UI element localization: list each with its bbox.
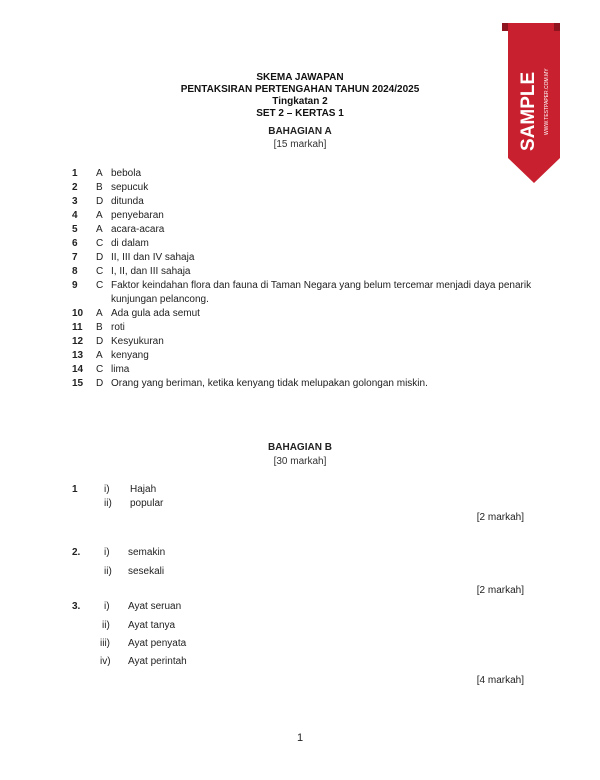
header-line-2: PENTAKSIRAN PERTENGAHAN TAHUN 2024/2025 bbox=[180, 84, 420, 95]
answer-letter: A bbox=[96, 308, 103, 319]
sub-answer: Ayat perintah bbox=[128, 656, 187, 667]
sub-label: i) bbox=[104, 601, 110, 612]
answer-text: Faktor keindahan flora dan fauna di Taman Negara yang belum tercemar menjadi daya penarik kunjungan pelancong. bbox=[111, 280, 532, 305]
answer-text: I, II, dan III sahaja bbox=[111, 266, 191, 277]
sub-label: iii) bbox=[100, 638, 110, 649]
answer-letter: D bbox=[96, 196, 104, 207]
answer-number: 14 bbox=[72, 364, 84, 375]
sub-label: ii) bbox=[104, 498, 112, 509]
answer-number: 2 bbox=[72, 182, 78, 193]
answer-letter: C bbox=[96, 238, 104, 249]
answer-letter: A bbox=[96, 168, 103, 179]
answer-row bbox=[72, 349, 542, 363]
answer-letter: C bbox=[96, 266, 104, 277]
answer-text: kenyang bbox=[111, 350, 149, 361]
answer-letter: D bbox=[96, 252, 104, 263]
answer-number: 3 bbox=[72, 196, 78, 207]
sub-label: iv) bbox=[100, 656, 111, 667]
question-marks: [2 markah] bbox=[476, 585, 524, 596]
answer-letter: A bbox=[96, 350, 103, 361]
question-number: 1 bbox=[72, 484, 78, 495]
header-line-4: SET 2 – KERTAS 1 bbox=[256, 108, 344, 119]
answer-letter: B bbox=[96, 182, 103, 193]
question-number: 2. bbox=[72, 547, 81, 558]
sub-answer: Ayat seruan bbox=[128, 601, 182, 612]
answer-number: 6 bbox=[72, 238, 78, 249]
answer-letter: C bbox=[96, 364, 104, 375]
sub-answer: sesekali bbox=[128, 566, 165, 577]
answer-text: roti bbox=[111, 322, 125, 333]
section-a-answer-list bbox=[72, 167, 542, 391]
sub-answer: semakin bbox=[128, 547, 166, 558]
answer-number: 7 bbox=[72, 252, 78, 263]
sub-answer: Ayat penyata bbox=[128, 638, 187, 649]
sub-label: i) bbox=[104, 547, 110, 558]
answer-row bbox=[72, 195, 542, 209]
answer-text: ditunda bbox=[111, 196, 144, 207]
answer-letter: D bbox=[96, 378, 104, 389]
document-header bbox=[0, 72, 600, 120]
answer-row bbox=[72, 377, 542, 391]
section-b-title: BAHAGIAN B bbox=[268, 442, 332, 453]
answer-text: penyebaran bbox=[111, 210, 164, 221]
answer-text: acara-acara bbox=[111, 224, 165, 235]
answer-text: Kesyukuran bbox=[111, 336, 164, 347]
answer-row bbox=[72, 251, 542, 265]
answer-number: 13 bbox=[72, 350, 84, 361]
answer-row bbox=[72, 209, 542, 223]
question-marks: [2 markah] bbox=[476, 512, 524, 523]
sub-label: ii) bbox=[104, 566, 112, 577]
answer-row bbox=[72, 223, 542, 237]
watermark-url: WWW.TESTPAPER.COM.MY bbox=[544, 68, 550, 135]
sub-label: ii) bbox=[102, 620, 110, 631]
answer-row bbox=[72, 363, 542, 377]
sub-answer: Hajah bbox=[130, 484, 157, 495]
page-number: 1 bbox=[296, 732, 304, 744]
answer-text: Ada gula ada semut bbox=[111, 308, 200, 319]
question-marks: [4 markah] bbox=[476, 675, 524, 686]
header-line-3: Tingkatan 2 bbox=[272, 96, 328, 107]
question-number: 3. bbox=[72, 601, 81, 612]
answer-row bbox=[72, 335, 542, 349]
answer-text: II, III dan IV sahaja bbox=[111, 252, 195, 263]
answer-number: 11 bbox=[72, 322, 83, 333]
answer-row bbox=[72, 265, 542, 279]
sub-label: i) bbox=[104, 484, 110, 495]
answer-number: 12 bbox=[72, 336, 84, 347]
answer-number: 9 bbox=[72, 280, 78, 291]
answer-text: lima bbox=[111, 364, 130, 375]
answer-row bbox=[72, 181, 542, 195]
answer-letter: B bbox=[96, 322, 103, 333]
sub-answer: popular bbox=[130, 498, 164, 509]
answer-letter: A bbox=[96, 210, 103, 221]
section-b-marks: [30 markah] bbox=[273, 456, 327, 467]
answer-number: 10 bbox=[72, 308, 84, 319]
sub-answer: Ayat tanya bbox=[128, 620, 176, 631]
answer-number: 8 bbox=[72, 266, 78, 277]
section-a-title: BAHAGIAN A bbox=[268, 126, 332, 137]
watermark-text: SAMPLE bbox=[518, 71, 539, 151]
answer-text: di dalam bbox=[111, 238, 149, 249]
answer-row bbox=[72, 307, 542, 321]
answer-number: 15 bbox=[72, 378, 84, 389]
answer-text: Orang yang beriman, ketika kenyang tidak melupakan golongan miskin. bbox=[111, 378, 428, 389]
answer-row bbox=[72, 321, 542, 335]
answer-letter: A bbox=[96, 224, 103, 235]
answer-number: 5 bbox=[72, 224, 78, 235]
answer-row bbox=[72, 279, 542, 307]
answer-text: bebola bbox=[111, 168, 142, 179]
header-line-1: SKEMA JAWAPAN bbox=[256, 72, 344, 83]
answer-row bbox=[72, 167, 542, 181]
answer-text: sepucuk bbox=[111, 182, 149, 193]
section-a-marks: [15 markah] bbox=[273, 139, 327, 150]
answer-letter: D bbox=[96, 336, 104, 347]
answer-number: 4 bbox=[72, 210, 78, 221]
answer-row bbox=[72, 237, 542, 251]
answer-number: 1 bbox=[72, 168, 78, 179]
answer-letter: C bbox=[96, 280, 104, 291]
